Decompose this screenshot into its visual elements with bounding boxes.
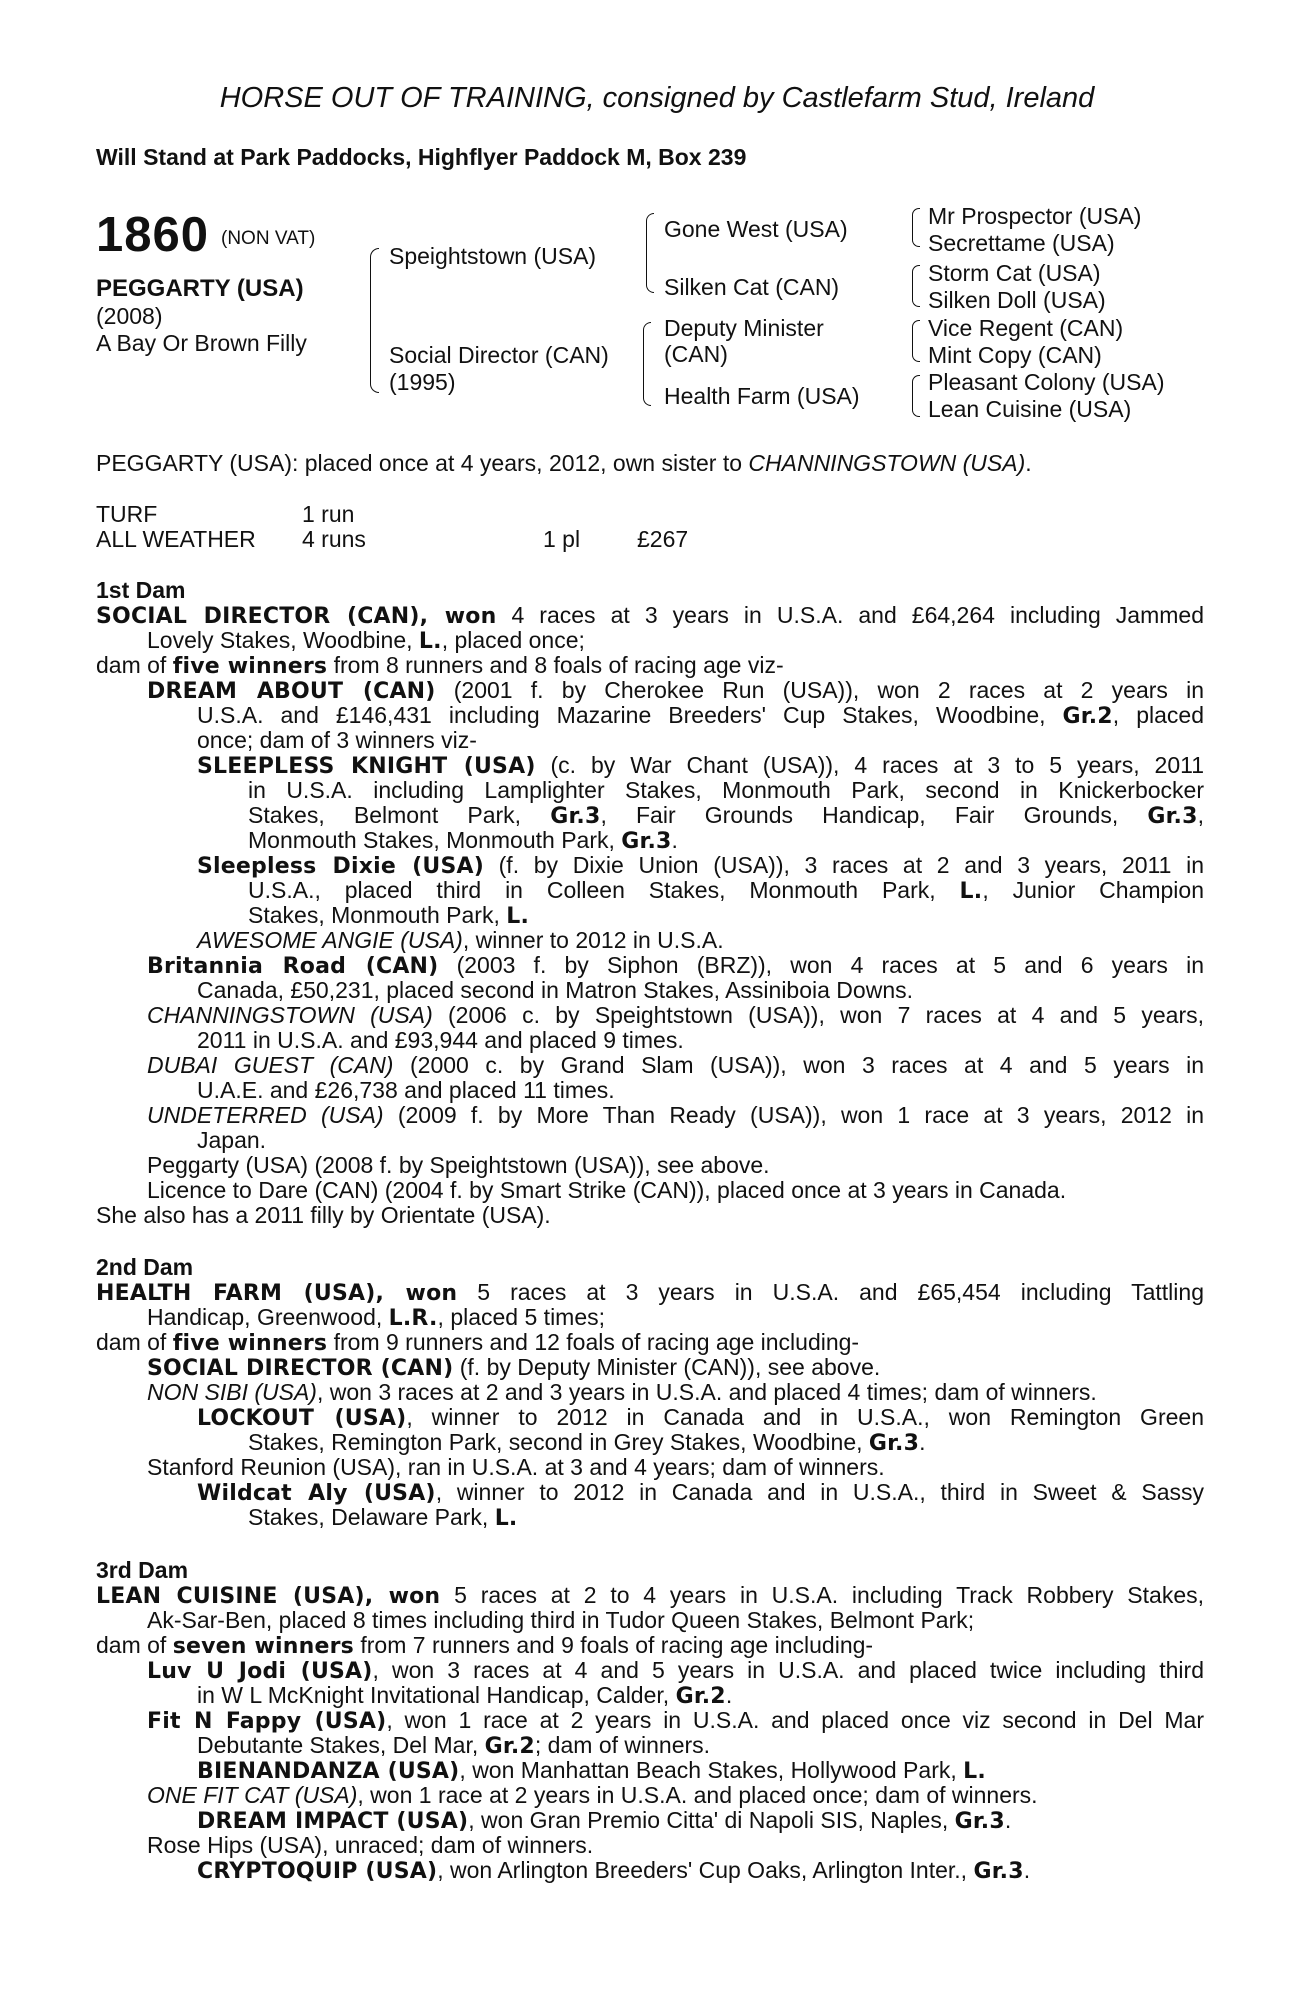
dam1-text: 4 races at 3 years in U.S.A. and £64,264 including Jammed: [496, 602, 1204, 628]
dam3-text: in W L McKnight Invitational Handicap, Calder,: [197, 1682, 676, 1708]
turf-runs: 1 run: [302, 501, 355, 527]
dam1-line: [197, 753, 1204, 779]
pedigree-gg-4: Silken Doll (USA): [928, 287, 1106, 313]
aw-runs: 4 runs: [302, 526, 366, 552]
dam1-text: (f. by Dixie Union (USA)), 3 races at 2 and 3 years, 2011 in: [483, 852, 1204, 878]
dam2-grade: L.: [494, 1506, 518, 1531]
dam1-text: .: [671, 827, 678, 853]
dam1-text: , winner to 2012 in U.S.A.: [462, 927, 724, 953]
dam3-text: .: [1023, 1857, 1031, 1883]
dam1-text: (2001 f. by Cherokee Run (USA)), won 2 races at 2 years in: [435, 677, 1205, 703]
dam3-grade: L.: [963, 1759, 986, 1784]
dam3-text: dam of: [96, 1632, 173, 1658]
progeny-name: DUBAI GUEST (CAN): [147, 1052, 394, 1078]
dam2-text: Stakes, Remington Park, second in Grey Stakes, Woodbine,: [248, 1429, 869, 1455]
summary-line: [96, 451, 1032, 476]
dam3-text: , won 1 race at 2 years in U.S.A. and placed once; dam of winners.: [357, 1782, 1038, 1808]
dam2-winners: five winners: [172, 1331, 328, 1356]
dam3-text: , won Gran Premio Citta' di Napoli SIS, Naples,: [468, 1807, 955, 1833]
progeny-name: Britannia Road (CAN): [147, 954, 439, 979]
dam1-line: once; dam of 3 winners viz-: [197, 727, 477, 753]
dam1-text: (2009 f. by More Than Ready (USA)), won 1 race at 3 years, 2012 in: [383, 1102, 1205, 1128]
aw-label: ALL WEATHER: [96, 526, 256, 552]
dam1-text: U.S.A. and £146,431 including Mazarine Breeders' Cup Stakes, Woodbine,: [197, 702, 1063, 728]
pedigree-brace-sire: [646, 213, 654, 293]
dam1-grade: L.: [418, 629, 442, 654]
dam3-text: , won 3 races at 4 and 5 years in U.S.A. and placed twice including third: [372, 1657, 1204, 1683]
dam1-text: Stakes, Monmouth Park,: [248, 902, 507, 928]
dam1-line: [147, 1053, 1204, 1078]
dam1-line: [248, 803, 1204, 829]
dam1-line: [248, 828, 678, 854]
summary-text: PEGGARTY (USA): placed once at 4 years, 2012, own sister to: [96, 450, 749, 476]
pedigree-dam-year: (1995): [389, 369, 456, 395]
dam1-won: won: [444, 604, 497, 629]
dam1-line: [96, 653, 784, 679]
horse-description: A Bay Or Brown Filly: [96, 330, 307, 356]
aw-placed: 1 pl: [543, 526, 581, 552]
progeny-name: SLEEPLESS KNIGHT (USA): [197, 754, 536, 779]
dam1-line: [147, 628, 585, 654]
dam2-text: , won 3 races at 2 and 3 years in U.S.A. and placed 4 times; dam of winners.: [316, 1379, 1097, 1405]
second-dam-heading: 2nd Dam: [96, 1254, 194, 1280]
dam1-text: (2003 f. by Siphon (BRZ)), won 4 races at 5 and 6 years in: [438, 952, 1204, 978]
dam1-line: [248, 903, 529, 929]
dam2-text: 5 races at 3 years in U.S.A. and £65,454 including Tattling: [457, 1279, 1204, 1305]
pedigree-brace-g4: [912, 375, 920, 417]
pedigree-brace-g1: [912, 208, 920, 247]
dam1-line: [96, 603, 1204, 629]
dam2-name: HEALTH FARM (USA): [96, 1281, 376, 1306]
dam1-grade: L.: [506, 904, 530, 929]
dam3-grade: Gr.3: [973, 1859, 1024, 1884]
dam1-line: in U.S.A. including Lamplighter Stakes, Monmouth Park, second in Knickerbocker: [248, 777, 1204, 803]
dam3-won: won: [388, 1584, 441, 1609]
dam1-name: SOCIAL DIRECTOR (CAN): [96, 604, 420, 629]
dam2-text: from 9 runners and 12 foals of racing age including-: [327, 1329, 860, 1355]
progeny-name: Sleepless Dixie (USA): [197, 854, 484, 879]
dam3-line: [96, 1633, 873, 1659]
dam2-text: , winner to 2012 in Canada and in U.S.A., won Remington Green: [406, 1404, 1204, 1430]
dam1-line: [197, 853, 1204, 879]
pedigree-brace-g2: [912, 265, 920, 307]
dam2-line: [96, 1330, 859, 1356]
dam1-text: , Junior Champion: [982, 877, 1204, 903]
progeny-name: SOCIAL DIRECTOR (CAN): [147, 1356, 454, 1381]
consignment-line: HORSE OUT OF TRAINING, consigned by Castlefarm Stud, Ireland: [219, 82, 1095, 114]
stand-location: Will Stand at Park Paddocks, Highflyer Paddock M, Box 239: [96, 144, 747, 170]
dam3-text: ; dam of winners.: [534, 1732, 711, 1758]
dam3-winners: seven winners: [172, 1634, 354, 1659]
dam2-text: , placed 5 times;: [437, 1304, 606, 1330]
pedigree-gg-2: Secrettame (USA): [928, 230, 1115, 256]
turf-label: TURF: [96, 501, 158, 527]
dam1-line: [147, 953, 1204, 979]
dam3-line: [197, 1758, 986, 1784]
dam3-line: [197, 1858, 1030, 1884]
dam1-text: (2000 c. by Grand Slam (USA)), won 3 races at 4 and 5 years in: [393, 1052, 1205, 1078]
dam1-line: [147, 1003, 1204, 1028]
dam3-text: , won Manhattan Beach Stakes, Hollywood Park,: [459, 1757, 964, 1783]
dam1-line: [248, 878, 1204, 904]
dam2-comma: ,: [375, 1281, 406, 1306]
progeny-name: AWESOME ANGIE (USA): [197, 927, 463, 953]
dam1-line: [147, 1103, 1204, 1128]
dam3-grade: Gr.2: [484, 1734, 535, 1759]
pedigree-gg-5: Vice Regent (CAN): [928, 315, 1124, 341]
dam2-text: (f. by Deputy Minister (CAN)), see above.: [453, 1354, 881, 1380]
dam2-line: [248, 1430, 926, 1456]
dam1-text: , Fair Grounds Handicap, Fair Grounds,: [600, 802, 1148, 828]
dam3-text: , won 1 race at 2 years in U.S.A. and placed once viz second in Del Mar: [386, 1707, 1204, 1733]
dam3-name: LEAN CUISINE (USA): [96, 1584, 365, 1609]
progeny-name: ONE FIT CAT (USA): [147, 1782, 358, 1808]
dam3-line: [147, 1658, 1204, 1684]
progeny-name: Fit N Fappy (USA): [147, 1709, 387, 1734]
pedigree-gg-3: Storm Cat (USA): [928, 260, 1101, 286]
dam2-text: dam of: [96, 1329, 173, 1355]
dam1-line: Canada, £50,231, placed second in Matron Stakes, Assiniboia Downs.: [197, 977, 913, 1003]
dam1-winners: five winners: [172, 654, 328, 679]
dam2-won: won: [405, 1281, 458, 1306]
dam1-line: [197, 928, 724, 953]
dam3-line: Ak-Sar-Ben, placed 8 times including third in Tudor Queen Stakes, Belmont Park;: [147, 1607, 975, 1633]
dam3-line: [96, 1583, 1204, 1609]
pedigree-brace-dam: [643, 322, 651, 406]
dam3-line: [197, 1733, 710, 1759]
dam1-line: U.A.E. and £26,738 and placed 11 times.: [197, 1077, 615, 1103]
dam1-text: U.S.A., placed third in Colleen Stakes, Monmouth Park,: [248, 877, 960, 903]
dam1-line: Licence to Dare (CAN) (2004 f. by Smart Strike (CAN)), placed once at 3 years in Canada.: [147, 1177, 1067, 1203]
dam1-text: Lovely Stakes, Woodbine,: [147, 627, 419, 653]
dam1-line: [147, 678, 1204, 704]
dam2-line: Stanford Reunion (USA), ran in U.S.A. at 3 and 4 years; dam of winners.: [147, 1454, 885, 1480]
aw-prize: £267: [637, 526, 689, 552]
dam3-text: 5 races at 2 to 4 years in U.S.A. including Track Robbery Stakes,: [440, 1582, 1204, 1608]
progeny-name: DREAM ABOUT (CAN): [147, 679, 436, 704]
pedigree-gg-6: Mint Copy (CAN): [928, 342, 1102, 368]
dam3-line: [147, 1708, 1204, 1734]
progeny-name: DREAM IMPACT (USA): [197, 1809, 469, 1834]
first-dam-heading: 1st Dam: [96, 577, 186, 603]
dam1-line: [197, 703, 1204, 729]
horse-name: PEGGARTY (USA): [96, 275, 304, 302]
dam1-grade: Gr.3: [621, 829, 672, 854]
dam3-text: .: [725, 1682, 733, 1708]
pedigree-dam-sire-country: (CAN): [664, 341, 728, 367]
dam3-grade: Gr.3: [954, 1809, 1005, 1834]
progeny-name: UNDETERRED (USA): [147, 1102, 384, 1128]
dam2-line: [147, 1305, 605, 1331]
dam2-line: [197, 1480, 1204, 1506]
progeny-name: NON SIBI (USA): [147, 1379, 317, 1405]
horse-year: (2008): [96, 303, 163, 329]
dam1-line: Peggarty (USA) (2008 f. by Speightstown (USA)), see above.: [147, 1152, 770, 1178]
pedigree-gg-8: Lean Cuisine (USA): [928, 396, 1132, 422]
progeny-name: Luv U Jodi (USA): [147, 1659, 373, 1684]
pedigree-gg-7: Pleasant Colony (USA): [928, 369, 1165, 395]
dam1-text: ,: [1197, 802, 1205, 828]
pedigree-gg-1: Mr Prospector (USA): [928, 203, 1142, 229]
dam3-text: .: [1004, 1807, 1012, 1833]
dam2-line: [147, 1355, 880, 1381]
dam3-line: Rose Hips (USA), unraced; dam of winners.: [147, 1832, 594, 1858]
dam3-line: [197, 1683, 732, 1709]
dam1-line: Japan.: [197, 1127, 267, 1153]
dam1-grade: Gr.3: [550, 804, 601, 829]
pedigree-dam: Social Director (CAN): [389, 342, 609, 368]
dam2-line: [248, 1505, 518, 1531]
dam2-text: Handicap, Greenwood,: [147, 1304, 389, 1330]
dam2-grade: L.R.: [388, 1306, 438, 1331]
dam1-text: dam of: [96, 652, 173, 678]
progeny-name: LOCKOUT (USA): [197, 1406, 407, 1431]
dam2-line: [197, 1405, 1204, 1431]
dam1-text: from 8 runners and 8 foals of racing age viz-: [327, 652, 784, 678]
dam1-line: She also has a 2011 filly by Orientate (USA).: [96, 1202, 551, 1228]
dam2-text: , winner to 2012 in Canada and in U.S.A., third in Sweet & Sassy: [435, 1479, 1204, 1505]
dam1-text: (c. by War Chant (USA)), 4 races at 3 to 5 years, 2011: [535, 752, 1204, 778]
pedigree-dam-sire: Deputy Minister: [664, 315, 824, 341]
dam3-text: from 7 runners and 9 foals of racing age including-: [353, 1632, 874, 1658]
dam1-text: Monmouth Stakes, Monmouth Park,: [248, 827, 622, 853]
dam1-grade: Gr.2: [1062, 704, 1113, 729]
dam2-line: [96, 1280, 1204, 1306]
dam3-grade: Gr.2: [675, 1684, 726, 1709]
dam1-text: (2006 c. by Speightstown (USA)), won 7 races at 4 and 5 years,: [432, 1002, 1204, 1028]
pedigree-sire-sire: Gone West (USA): [664, 216, 848, 242]
progeny-name: CHANNINGSTOWN (USA): [147, 1002, 433, 1028]
dam3-line: [197, 1808, 1011, 1834]
progeny-name: BIENANDANZA (USA): [197, 1759, 460, 1784]
pedigree-brace-g3: [912, 320, 920, 362]
dam3-comma: ,: [364, 1584, 389, 1609]
pedigree-brace-main: [370, 248, 379, 393]
dam3-line: [147, 1783, 1038, 1808]
summary-sibling: CHANNINGSTOWN (USA): [748, 450, 1026, 476]
dam1-grade: Gr.3: [1147, 804, 1198, 829]
dam1-text: , placed once;: [441, 627, 585, 653]
dam2-line: [147, 1380, 1097, 1405]
dam1-comma: ,: [419, 604, 445, 629]
third-dam-heading: 3rd Dam: [96, 1557, 189, 1583]
vat-status: (NON VAT): [221, 228, 316, 249]
dam1-grade: L.: [959, 879, 983, 904]
pedigree-sire: Speightstown (USA): [389, 243, 597, 269]
summary-end: .: [1025, 450, 1032, 476]
dam3-text: Debutante Stakes, Del Mar,: [197, 1732, 485, 1758]
dam1-text: , placed: [1112, 702, 1204, 728]
progeny-name: Wildcat Aly (USA): [197, 1481, 436, 1506]
pedigree-dam-dam: Health Farm (USA): [664, 383, 860, 409]
progeny-name: CRYPTOQUIP (USA): [197, 1859, 438, 1884]
dam2-grade: Gr.3: [868, 1431, 920, 1456]
dam3-text: , won Arlington Breeders' Cup Oaks, Arlington Inter.,: [437, 1857, 974, 1883]
dam2-text: Stakes, Delaware Park,: [248, 1504, 495, 1530]
dam2-text: .: [919, 1429, 926, 1455]
lot-number: 1860: [96, 208, 210, 262]
dam1-line: 2011 in U.S.A. and £93,944 and placed 9 times.: [197, 1027, 684, 1053]
pedigree-sire-dam: Silken Cat (CAN): [664, 274, 840, 300]
dam1-text: Stakes, Belmont Park,: [248, 802, 551, 828]
